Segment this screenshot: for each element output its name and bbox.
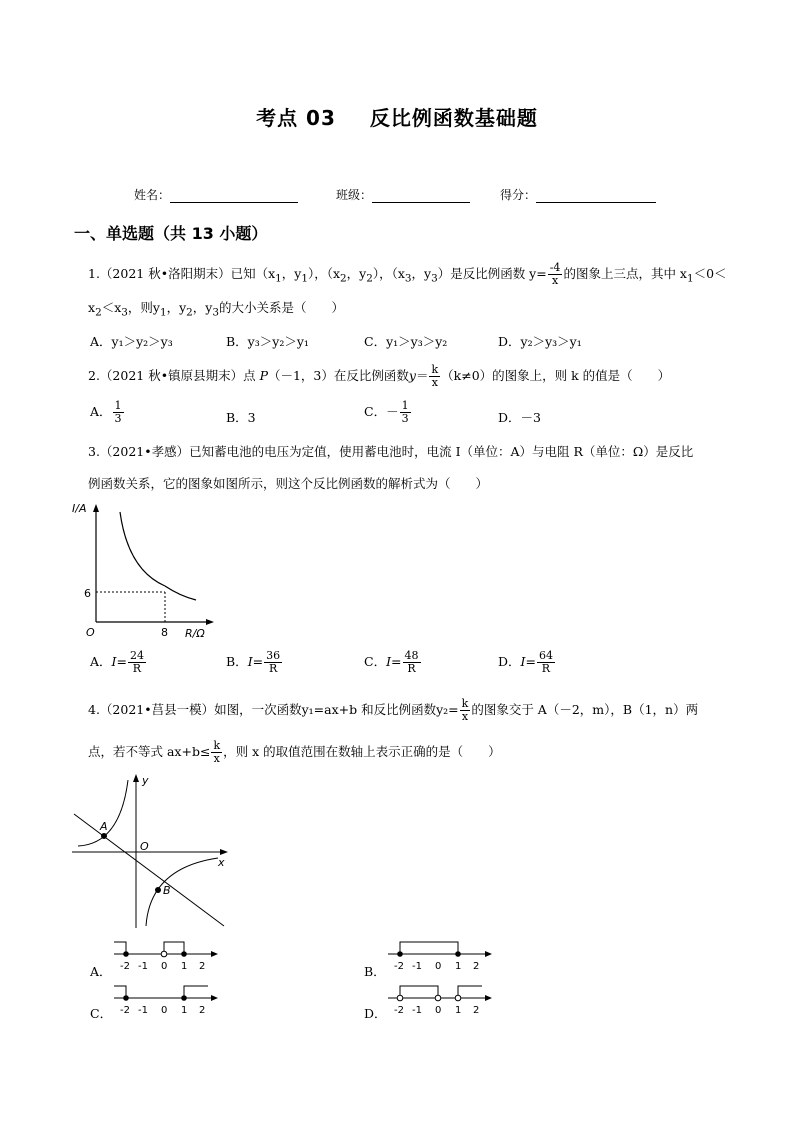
range-bracket [458,986,482,998]
tick-label: -2 [394,1005,404,1016]
tick-label: 0 [161,1005,168,1016]
open-point [455,995,461,1001]
q4-numberline-a[interactable] [110,936,220,972]
open-point [435,995,441,1001]
axis-arrow [485,995,492,1001]
question-1-line-2: $x_2<x_3$，则$y_1$，$y_2$，$y_3$的大小关系是（ ） [88,300,344,319]
class-line[interactable] [372,190,470,203]
question-1-line-1: 1.（2021 秋•洛阳期末）已知（$x_1$，$y_1$），（$x_2$，$y_2$），（$x_3$，$y_3$）是反比例函数 y= $\frac{-4}{x}$ 的图象上三点，其中 $x_1<0<$ [88,261,727,287]
question-3-line-2: 例函数关系，它的图象如图所示，则这个反比例函数的解析式为（ ） [88,476,489,491]
q3-origin: O [86,626,95,639]
q2-option-b[interactable]: B．3 [226,410,256,425]
open-point [161,951,167,957]
q2-fraction: $\frac{k}{x}$ [431,363,439,389]
class-field[interactable] [336,186,470,203]
q4-label-a: A [100,820,108,833]
q3-y-arrow [93,504,99,512]
tick-label: 1 [455,1005,462,1016]
q3-graph [70,500,220,645]
q4-numberline-d[interactable] [384,980,494,1016]
tick-label: 0 [435,961,442,972]
q4-label-b: B [163,884,171,897]
tick-label: -1 [138,961,148,972]
q2-option-d[interactable]: D．－3 [498,410,541,425]
name-field[interactable] [134,186,298,203]
q3-xtick: 8 [161,626,168,639]
q4-option-d-label[interactable]: D． [364,1006,387,1021]
tick-label: -2 [120,961,130,972]
closed-point [455,951,461,957]
tick-label: 0 [435,1005,442,1016]
question-4-line-1: 4.（2021•莒县一模）如图，一次函数y₁=ax+b 和反比例函数y₂= $\frac{k}{x}$ 的图象交于 A（－2，m），B（1，n）两 [88,697,699,723]
q3-option-a[interactable]: A．I= $\frac{24}{R}$ [90,649,144,675]
class-label: 班级： [336,188,373,202]
section-heading: 一、单选题（共 13 小题） [74,224,268,243]
range-bracket [400,942,458,954]
tick-label: 1 [181,961,188,972]
tick-label: 1 [181,1005,188,1016]
q4-option-b-label[interactable]: B． [364,964,386,979]
tick-label: -1 [412,1005,422,1016]
score-label: 得分： [500,188,537,202]
q4-point-a [101,833,107,839]
q3-ytick: 6 [84,587,91,600]
range-bracket [184,986,208,998]
q4-x-label: x [218,856,225,869]
q2-option-c[interactable]: C．－ $\frac{1}{3}$ [364,399,409,425]
tick-label: 0 [161,961,168,972]
q3-curve [120,512,196,600]
tick-label: 2 [199,1005,206,1016]
q4-option-c-label[interactable]: C． [90,1006,113,1021]
closed-point [181,995,187,1001]
closed-point [397,951,403,957]
score-field[interactable] [500,186,656,203]
tick-label: -1 [412,961,422,972]
title-part2: 反比例函数基础题 [369,106,538,130]
tick-label: -2 [120,1005,130,1016]
axis-arrow [211,995,218,1001]
name-label: 姓名： [134,188,171,202]
question-2: 2.（2021 秋•镇原县期末）点 P（－1，3）在反比例函数y＝ $\frac{k}{x}$ （k≠0）的图象上，则 k 的值是（ ） [88,363,671,389]
q1-option-b[interactable]: B．y₃＞y₂＞y₁ [226,334,309,349]
q3-option-d[interactable]: D．I= $\frac{64}{R}$ [498,649,553,675]
page-title [0,102,794,131]
q4-numberline-b[interactable] [384,936,494,972]
question-4-line-2: 点，若不等式 ax+b≤ $\frac{k}{x}$ ，则 x 的取值范围在数轴上表示正确的是（ ） [88,739,501,765]
q1-option-a[interactable]: A．y₁＞y₂＞y₃ [90,334,173,349]
closed-point [123,995,129,1001]
axis-arrow [211,951,218,957]
q1-option-d[interactable]: D．y₂＞y₃＞y₁ [498,334,582,349]
q4-y-arrow [133,774,139,782]
q4-y-label: y [142,774,149,787]
open-point [397,995,403,1001]
q4-graph [68,770,233,930]
range-bracket [164,942,184,954]
question-3-line-1: 3.（2021•孝感）已知蓄电池的电压为定值，使用蓄电池时，电流 I（单位：A）与电阻 R（单位：Ω）是反比 [88,444,694,459]
q4-origin: O [140,840,149,853]
q3-x-arrow [206,619,214,625]
axis-arrow [485,951,492,957]
score-line[interactable] [536,190,656,203]
name-line[interactable] [170,190,298,203]
q4-point-b [155,887,161,893]
range-bracket [400,986,438,998]
q1-option-c[interactable]: C．y₁＞y₃＞y₂ [364,334,448,349]
closed-point [123,951,129,957]
q3-ylabel: I/A [72,502,87,515]
q3-option-c[interactable]: C．I= $\frac{48}{R}$ [364,649,419,675]
q1-fraction: $\frac{-4}{x}$ [549,261,561,287]
closed-point [181,951,187,957]
tick-label: -2 [394,961,404,972]
tick-label: 2 [473,1005,480,1016]
tick-label: 1 [455,961,462,972]
q4-x-arrow [220,849,228,855]
q2-option-a[interactable]: A． $\frac{1}{3}$ [90,399,122,425]
q4-option-a-label[interactable]: A． [90,964,112,979]
q3-option-b[interactable]: B．I= $\frac{36}{R}$ [226,649,281,675]
q3-xlabel: R/Ω [185,627,205,640]
tick-label: 2 [199,961,206,972]
tick-label: 2 [473,961,480,972]
q4-numberline-c[interactable] [110,980,220,1016]
tick-label: -1 [138,1005,148,1016]
title-part1: 考点 03 [256,106,336,130]
